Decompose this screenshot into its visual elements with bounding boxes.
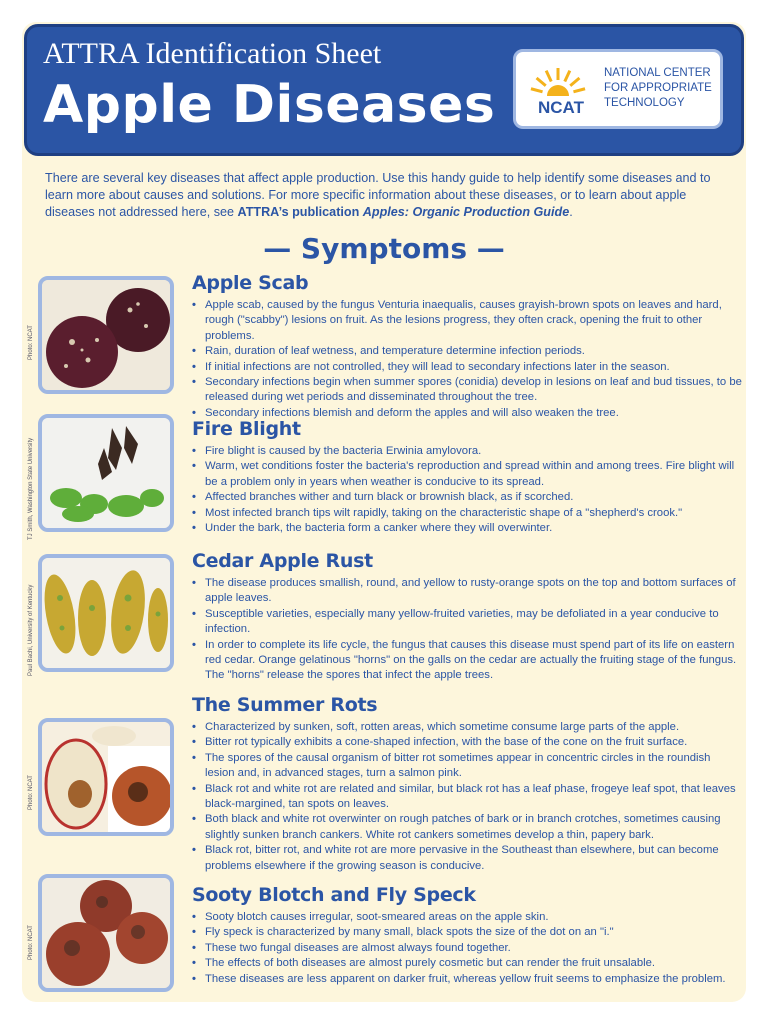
- list-item: • Black rot and white rot are related and similar, but black rot has a leaf phase, frogeye leaf spot, that leaves black-margined, tan spots on leaves.: [192, 782, 742, 813]
- list-item: • Sooty blotch causes irregular, soot-smeared areas on the apple skin.: [192, 910, 742, 925]
- summer-rots-photo: [38, 718, 174, 836]
- list-item: • Fire blight is caused by the bacteria Erwinia amylovora.: [192, 444, 742, 459]
- list-item: • Affected branches wither and turn black or brownish black, as if scorched.: [192, 490, 742, 505]
- disease-heading: Fire Blight: [192, 418, 301, 440]
- list-item: • Susceptible varieties, especially many yellow-fruited varieties, may be defoliated in a year conducive to infection.: [192, 607, 742, 638]
- disease-sooty-blotch: [192, 884, 742, 987]
- photo-credit: Paul Bachi, University of Kentucky: [28, 584, 34, 676]
- list-item: • Secondary infections blemish and deform the apples and will also weaken the tree.: [192, 406, 742, 421]
- photo-credit: TJ Smith, Washington State University: [28, 437, 34, 540]
- photo-credit: Photo: NCAT: [28, 925, 34, 960]
- ncat-logo: [513, 49, 723, 129]
- photo-credit: Photo: NCAT: [28, 775, 34, 810]
- list-item: • The spores of the causal organism of bitter rot sometimes appear in concentric circles in the roundish lesion and, in advanced stages, turn a salmon pink.: [192, 751, 742, 782]
- disease-apple-scab: [192, 272, 742, 421]
- fire-blight-photo: [38, 414, 174, 532]
- photo-credit: Photo: NCAT: [28, 325, 34, 360]
- list-item: • Bitter rot typically exhibits a cone-shaped infection, with the base of the cone on the fruit surface.: [192, 735, 742, 750]
- apple-scab-photo: [38, 276, 174, 394]
- disease-summer-rots: [192, 694, 742, 874]
- logo-mark: NCAT: [538, 98, 584, 117]
- list-item: • The disease produces smallish, round, and yellow to rusty-orange spots on the top and bottom surfaces of apple leaves.: [192, 576, 742, 607]
- section-title: — Symptoms —: [263, 232, 505, 265]
- disease-heading: Sooty Blotch and Fly Speck: [192, 884, 476, 906]
- logo-org-name: NATIONAL CENTER FOR APPROPRIATE TECHNOLOGY: [604, 67, 712, 109]
- list-item: • Characterized by sunken, soft, rotten areas, which sometime consume large parts of the apple.: [192, 720, 742, 735]
- list-item: • Apple scab, caused by the fungus Venturia inaequalis, causes grayish-brown spots on leaves and hard, rough ("scabby") lesions on fruit. As the lesions progress, they often crack, opening the fruit to other problems.: [192, 298, 742, 344]
- cedar-apple-rust-photo: [38, 554, 174, 672]
- header-banner: [24, 24, 744, 156]
- list-item: • Most infected branch tips wilt rapidly, taking on the characteristic shape of a "shepherd's crook.": [192, 506, 742, 521]
- list-item: • In order to complete its life cycle, the fungus that causes this disease must spend part of its life on eastern red cedar. Orange gelatinous "horns" on the galls on the cedar are actually the fruiting stage of the fungus. The "horns" release the spores that infect the apple trees.: [192, 638, 742, 684]
- list-item: • Under the bark, the bacteria form a canker where they will overwinter.: [192, 521, 742, 536]
- disease-cedar-apple-rust: [192, 550, 742, 684]
- list-item: • Both black and white rot overwinter on rough patches of bark or in branch crotches, sometimes causing slightly sunken branch cankers. White rot cankers sometimes develop a thin, papery bark.: [192, 812, 742, 843]
- disease-fire-blight: [192, 418, 742, 536]
- disease-heading: The Summer Rots: [192, 694, 378, 716]
- disease-heading: Apple Scab: [192, 272, 309, 294]
- list-item: • Rain, duration of leaf wetness, and temperature determine infection periods.: [192, 344, 742, 359]
- list-item: • Secondary infections begin when summer spores (conidia) develop in lesions on leaf and bud tissues, to be released during wet periods and disseminated throughout the tree.: [192, 375, 742, 406]
- list-item: • The effects of both diseases are almost purely cosmetic but can render the fruit unsalable.: [192, 956, 742, 971]
- disease-heading: Cedar Apple Rust: [192, 550, 373, 572]
- list-item: • These diseases are less apparent on darker fruit, whereas yellow fruit seems to emphasize the problem.: [192, 972, 742, 987]
- intro-bold: ATTRA’s publication: [237, 205, 363, 219]
- page-title: Apple Diseases: [43, 75, 496, 135]
- list-item: • Warm, wet conditions foster the bacteria's reproduction and spread within and among trees. Fire blight will be a problem only in years when weather is conducive to its spread.: [192, 459, 742, 490]
- header-kicker: ATTRA Identification Sheet: [43, 37, 382, 70]
- list-item: • These two fungal diseases are almost always found together.: [192, 941, 742, 956]
- list-item: • Fly speck is characterized by many small, black spots the size of the dot on an "i.": [192, 925, 742, 940]
- intro-publication-link: Apples: Organic Production Guide: [362, 205, 570, 219]
- list-item: • If initial infections are not controlled, they will lead to secondary infections later in the season.: [192, 360, 742, 375]
- list-item: • Black rot, bitter rot, and white rot are more pervasive in the Southeast than elsewhere, but can become problems elsewhere if the growing season is conducive.: [192, 843, 742, 874]
- intro-paragraph: There are several key diseases that affect apple production. Use this handy guide to help identify some diseases and to learn more about causes and solutions. For more specific information about these diseases, or to learn about apple diseases not addressed here, see ATTRA’s publication Apples: Organic Production Guide.: [45, 171, 711, 219]
- sooty-blotch-photo: [38, 874, 174, 992]
